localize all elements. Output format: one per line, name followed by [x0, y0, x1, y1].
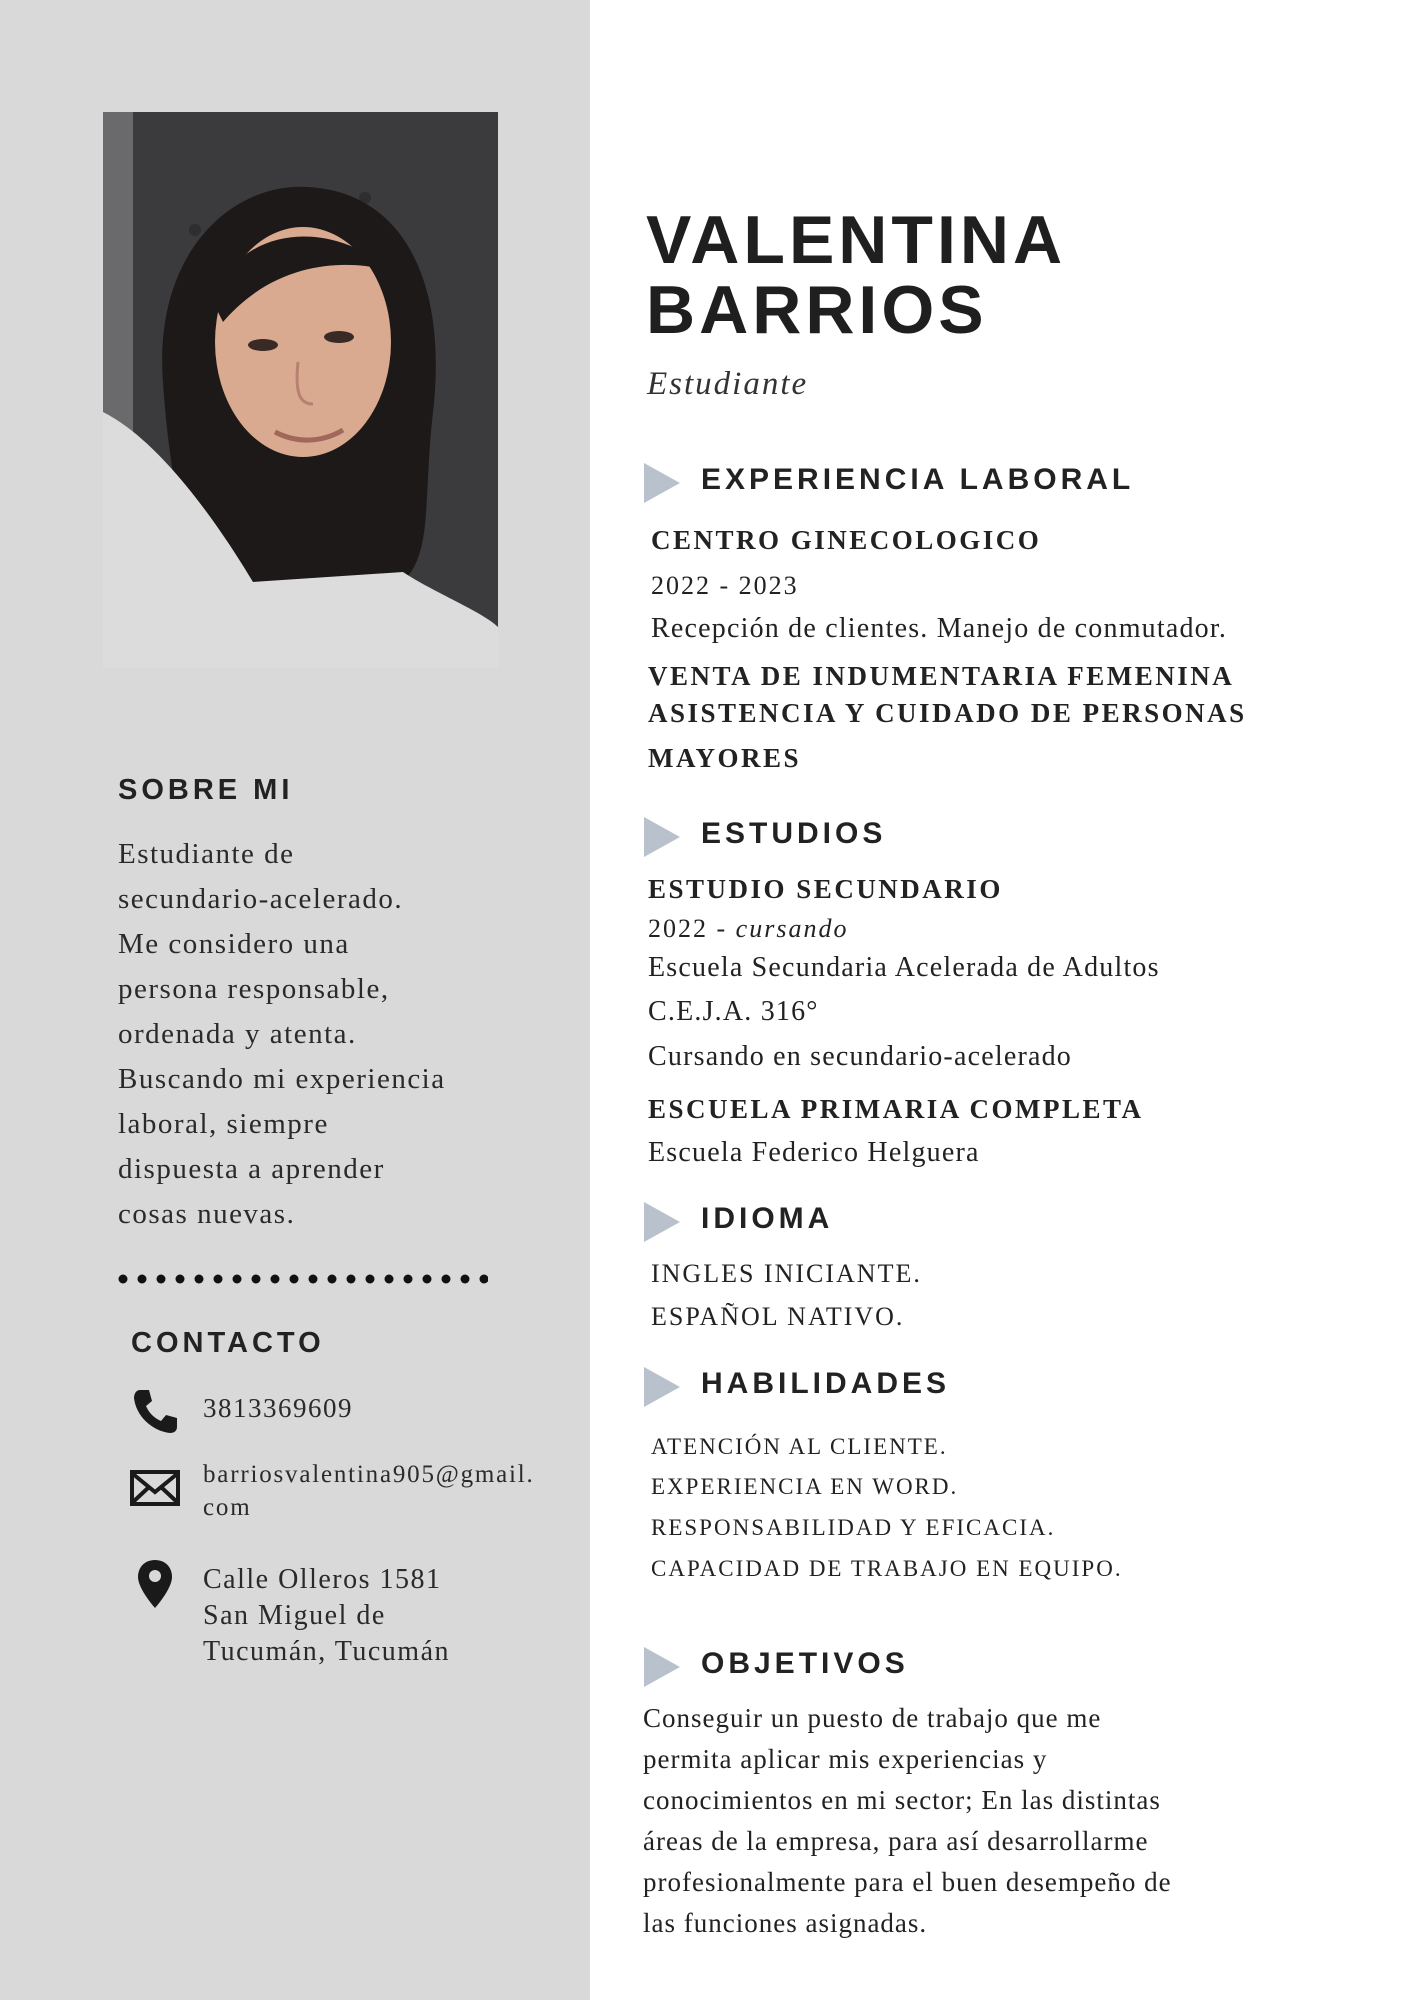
envelope-icon [130, 1462, 180, 1512]
study-year: 2022 - [648, 914, 728, 943]
phone-number[interactable]: 3813369609 [203, 1393, 353, 1423]
objective-line: Conseguir un puesto de trabajo que me [643, 1703, 1102, 1733]
objective-line: conocimientos en mi sector; En las distintas [643, 1785, 1161, 1815]
study-school: Escuela Federico Helguera [648, 1137, 980, 1168]
skill-item: CAPACIDAD DE TRABAJO EN EQUIPO. [651, 1556, 1123, 1581]
about-line: persona responsable, [118, 973, 390, 1005]
name-first: VALENTINA [646, 202, 1067, 278]
section-title: IDIOMA [701, 1202, 834, 1235]
triangle-bullet-icon [644, 463, 680, 503]
about-line: cosas nuevas. [118, 1198, 296, 1230]
address [203, 1562, 450, 1670]
address-line: San Miguel de [203, 1600, 386, 1631]
email-line-2: com [203, 1494, 252, 1521]
about-text [118, 832, 548, 1237]
job-description: Recepción de clientes. Manejo de conmutador. [651, 613, 1228, 644]
study-school: Escuela Secundaria Acelerada de Adultos [648, 952, 1160, 983]
triangle-bullet-icon [644, 817, 680, 857]
about-heading: SOBRE MI [118, 774, 294, 806]
study-description: Cursando en secundario-acelerado [648, 1041, 1073, 1072]
about-line: dispuesta a aprender [118, 1153, 385, 1185]
profile-photo [103, 112, 498, 668]
address-line: Calle Olleros 1581 [203, 1564, 442, 1595]
language-item: ESPAÑOL NATIVO. [651, 1302, 905, 1331]
name-last: BARRIOS [646, 272, 988, 348]
contact-heading: CONTACTO [131, 1327, 325, 1359]
skill-item: ATENCIÓN AL CLIENTE. [651, 1434, 948, 1459]
contact-phone [130, 1386, 570, 1436]
about-line: ordenada y atenta. [118, 1018, 357, 1050]
language-item: INGLES INICIANTE. [651, 1259, 922, 1288]
section-title: OBJETIVOS [701, 1647, 909, 1680]
study-period [648, 914, 848, 944]
job-role: Estudiante [647, 366, 809, 402]
email-address[interactable] [203, 1458, 535, 1524]
study-title: ESTUDIO SECUNDARIO [648, 874, 1003, 904]
skill-item: RESPONSABILIDAD Y EFICACIA. [651, 1515, 1056, 1540]
triangle-bullet-icon [644, 1647, 680, 1687]
objective-line: permita aplicar mis experiencias y [643, 1744, 1048, 1774]
job-title: ASISTENCIA Y CUIDADO DE PERSONAS [648, 698, 1247, 728]
full-name [646, 202, 1067, 348]
contact-email [130, 1462, 570, 1542]
objective-line: áreas de la empresa, para así desarrollarme [643, 1826, 1149, 1856]
job-title: VENTA DE INDUMENTARIA FEMENINA [648, 661, 1235, 691]
study-school-code: C.E.J.A. 316° [648, 996, 819, 1027]
address-line: Tucumán, Tucumán [203, 1636, 451, 1667]
study-status: cursando [735, 914, 849, 943]
about-line: Me considero una [118, 928, 350, 960]
contact-address [130, 1558, 570, 1678]
objective-line: profesionalmente para el buen desempeño de [643, 1867, 1172, 1897]
section-title: EXPERIENCIA LABORAL [701, 463, 1135, 496]
objectives-text [643, 1698, 1293, 1944]
about-line: Buscando mi experiencia [118, 1063, 446, 1095]
job-dates: 2022 - 2023 [651, 571, 799, 600]
study-title: ESCUELA PRIMARIA COMPLETA [648, 1094, 1144, 1124]
triangle-bullet-icon [644, 1367, 680, 1407]
job-title-cont: MAYORES [648, 743, 802, 773]
about-line: secundario-acelerado. [118, 883, 404, 915]
about-line: laboral, siempre [118, 1108, 329, 1140]
dotted-divider [118, 1272, 488, 1286]
section-title: HABILIDADES [701, 1367, 951, 1400]
location-pin-icon [130, 1558, 180, 1608]
job-title: CENTRO GINECOLOGICO [651, 525, 1042, 555]
email-line-1: barriosvalentina905@gmail. [203, 1461, 535, 1488]
skill-item: EXPERIENCIA EN WORD. [651, 1474, 959, 1499]
section-title: ESTUDIOS [701, 817, 887, 850]
objective-line: las funciones asignadas. [643, 1908, 928, 1938]
triangle-bullet-icon [644, 1202, 680, 1242]
about-line: Estudiante de [118, 838, 295, 870]
phone-icon [130, 1386, 180, 1436]
